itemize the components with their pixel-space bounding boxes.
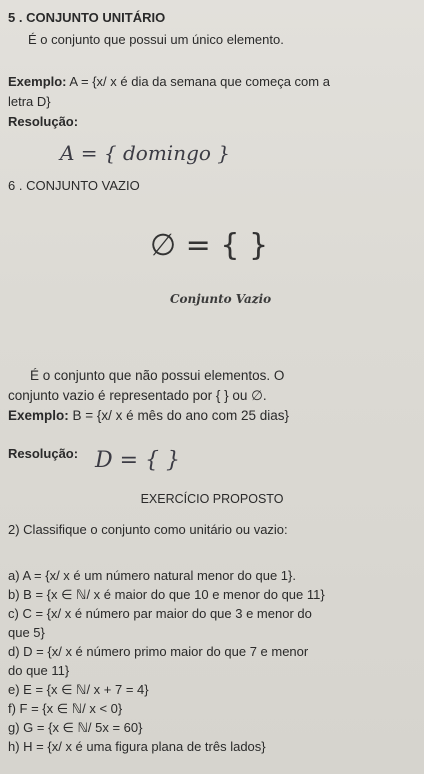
list-item: c) C = {x/ x é número par maior do que 3 e menor do [8,606,312,621]
section-5-resolution-label: Resolução: [8,114,79,129]
list-item: do que 11} [8,663,70,678]
exercise-question [8,521,288,538]
section-6-example [8,407,289,424]
exercise-question-text: 2) Classifique o conjunto como unitário ou vazio: [8,522,288,537]
list-item: e) E = {x ∈ ℕ/ x + 7 = 4} [8,682,149,697]
section-5-title: 5 . CONJUNTO UNITÁRIO [8,10,166,25]
empty-set-caption: Conjunto Vazio [170,292,272,306]
exercise-heading [0,491,424,508]
example-text-line1: A = {x/ x é dia da semana que começa com a [69,74,330,89]
empty-set-symbol: ∅ = { } [150,228,269,263]
section-6-title: 6 . CONJUNTO VAZIO [8,178,140,193]
example-label: Exemplo: [8,74,67,89]
section-6-definition-line2: conjunto vazio é representado por { } ou ∅. [8,388,267,403]
list-item: d) D = {x/ x é número primo maior do que 7 e menor [8,644,309,659]
list-item: b) B = {x ∈ ℕ/ x é maior do que 10 e menor do que 11} [8,587,325,602]
example-label-b: Exemplo: [8,408,69,423]
list-item: h) H = {x/ x é uma figura plana de três lados} [8,739,266,754]
list-item: a) A = {x/ x é um número natural menor do que 1}. [8,568,296,583]
list-item: que 5} [8,625,45,640]
section-5-example [8,73,330,90]
exercise-heading-text: EXERCÍCIO PROPOSTO [140,492,284,506]
list-item: f) F = {x ∈ ℕ/ x < 0} [8,701,123,716]
section-6-resolution-label: Resolução: [8,446,79,461]
example-text-line2: letra D} [8,94,51,109]
section-6-definition-line1: É o conjunto que não possui elementos. O [30,368,285,383]
handwritten-answer-a: A = { domingo } [60,141,231,165]
example-text-b: B = {x/ x é mês do ano com 25 dias} [72,408,290,423]
handwritten-answer-b: D = { } [95,448,181,473]
section-5-definition: É o conjunto que possui um único elemento. [28,32,284,47]
list-item: g) G = {x ∈ ℕ/ 5x = 60} [8,720,143,735]
